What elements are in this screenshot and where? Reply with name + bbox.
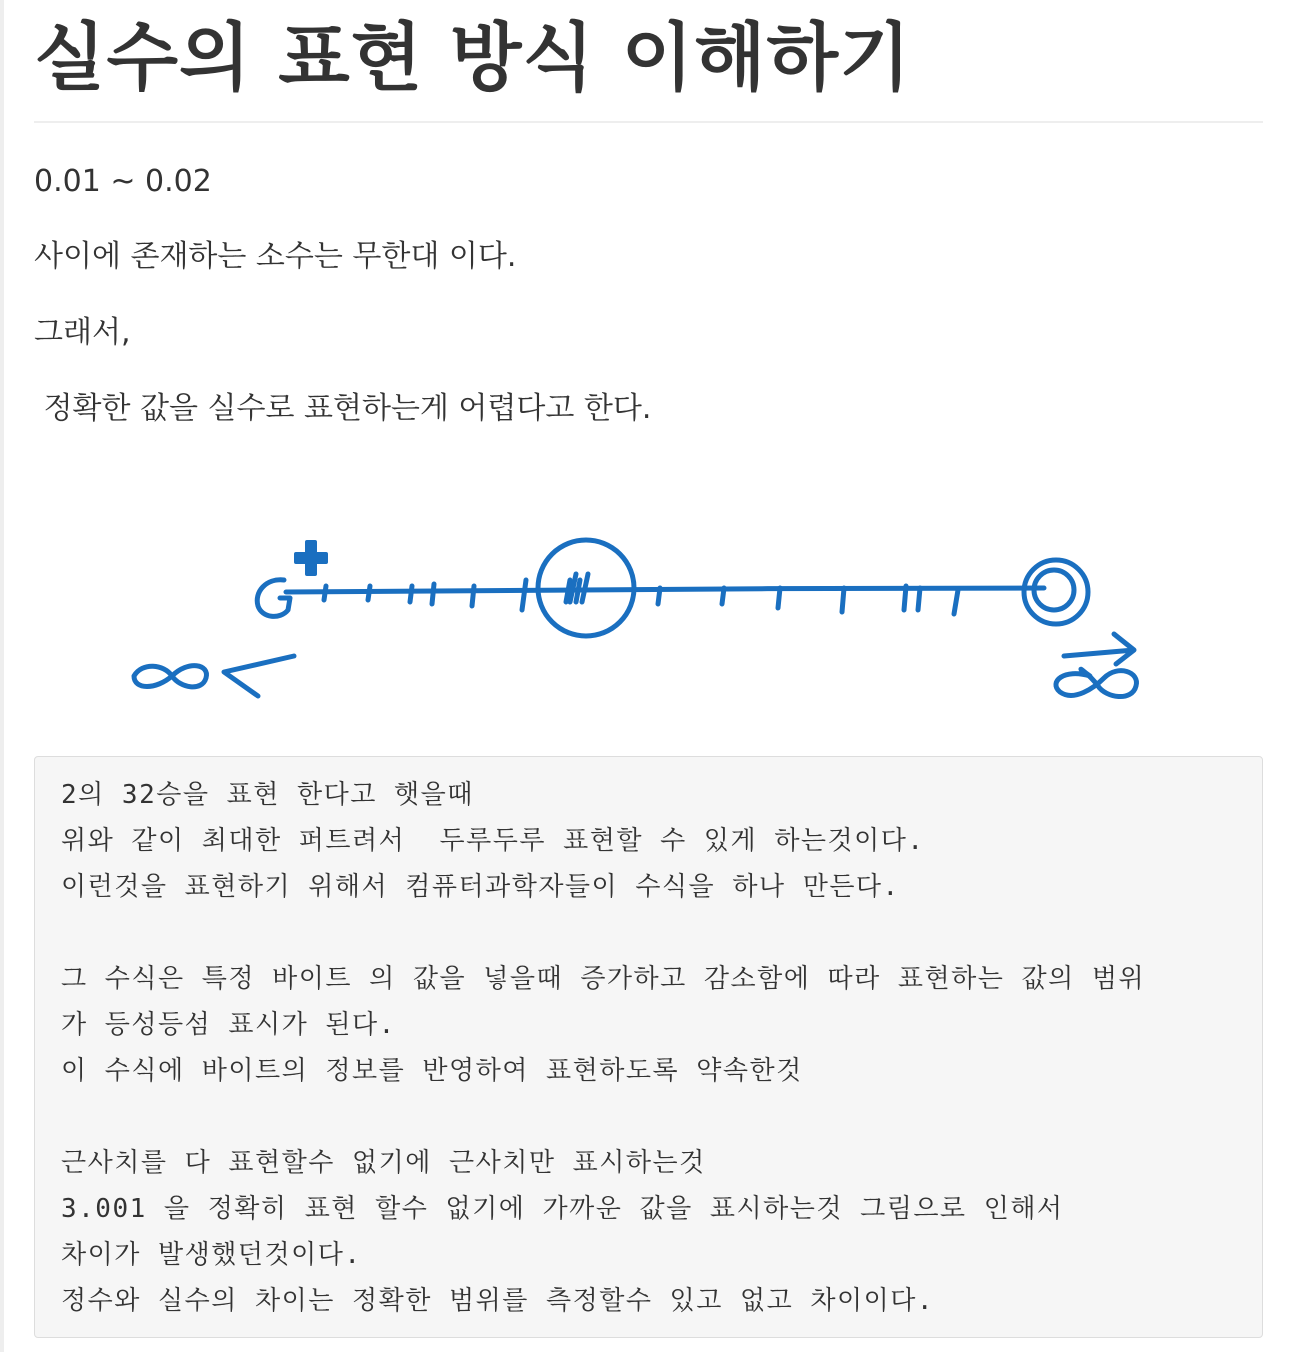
code-line: 3.001 을 정확히 표현 할수 없기에 가까운 값을 표시하는것 그림으로 인해서: [61, 1194, 1064, 1224]
paragraph-difficulty: 정확한 값을 실수로 표현하는게 어렵다고 한다.: [34, 391, 652, 426]
code-line: 2의 32승을 표현 한다고 햇을때: [61, 780, 474, 810]
page-title: 실수의 표현 방식 이해하기: [34, 15, 912, 101]
code-line: 위와 같이 최대한 퍼트려서 두루두루 표현할 수 있게 하는것이다.: [61, 826, 925, 856]
title-divider: [34, 121, 1263, 123]
code-line: [61, 1097, 1145, 1143]
code-lines: [61, 775, 1145, 1327]
number-line-ticks: [324, 580, 958, 614]
paragraph-therefore: 그래서,: [34, 315, 131, 350]
number-line-sketch: [94, 530, 1154, 720]
code-line: 정수와 실수의 차이는 정확한 범위를 측정할수 있고 없고 차이이다.: [61, 1286, 935, 1316]
right-arrow-icon: [1064, 634, 1134, 664]
paragraph-range: 0.01 ~ 0.02: [34, 164, 212, 199]
code-block: [34, 756, 1263, 1338]
code-line: 그 수식은 특정 바이트 의 값을 넣을때 증가하고 감소함에 따라 표현하는 값의 범위: [61, 964, 1146, 994]
code-line: 가 등성등섬 표시가 된다.: [61, 1010, 396, 1040]
number-line-axis: [286, 588, 1044, 592]
code-line: 이 수식에 바이트의 정보를 반영하여 표현하도록 약속한것: [61, 1056, 803, 1086]
left-arrow-icon: [224, 656, 294, 696]
code-line: [61, 913, 1145, 959]
paragraph-infinite: 사이에 존재하는 소수는 무한대 이다.: [34, 239, 517, 274]
plus-icon: [294, 540, 328, 576]
page-left-border: [0, 0, 4, 1352]
code-line: 근사치를 다 표현할수 없기에 근사치만 표시하는것: [61, 1148, 706, 1178]
code-line: 이런것을 표현하기 위해서 컴퓨터과학자들이 수식을 하나 만든다.: [61, 872, 900, 902]
left-infinity-icon: [134, 666, 206, 687]
left-end-mark: [257, 580, 290, 617]
code-line: 차이가 발생했던것이다.: [61, 1240, 362, 1270]
right-infinity-icon: [1056, 669, 1137, 696]
